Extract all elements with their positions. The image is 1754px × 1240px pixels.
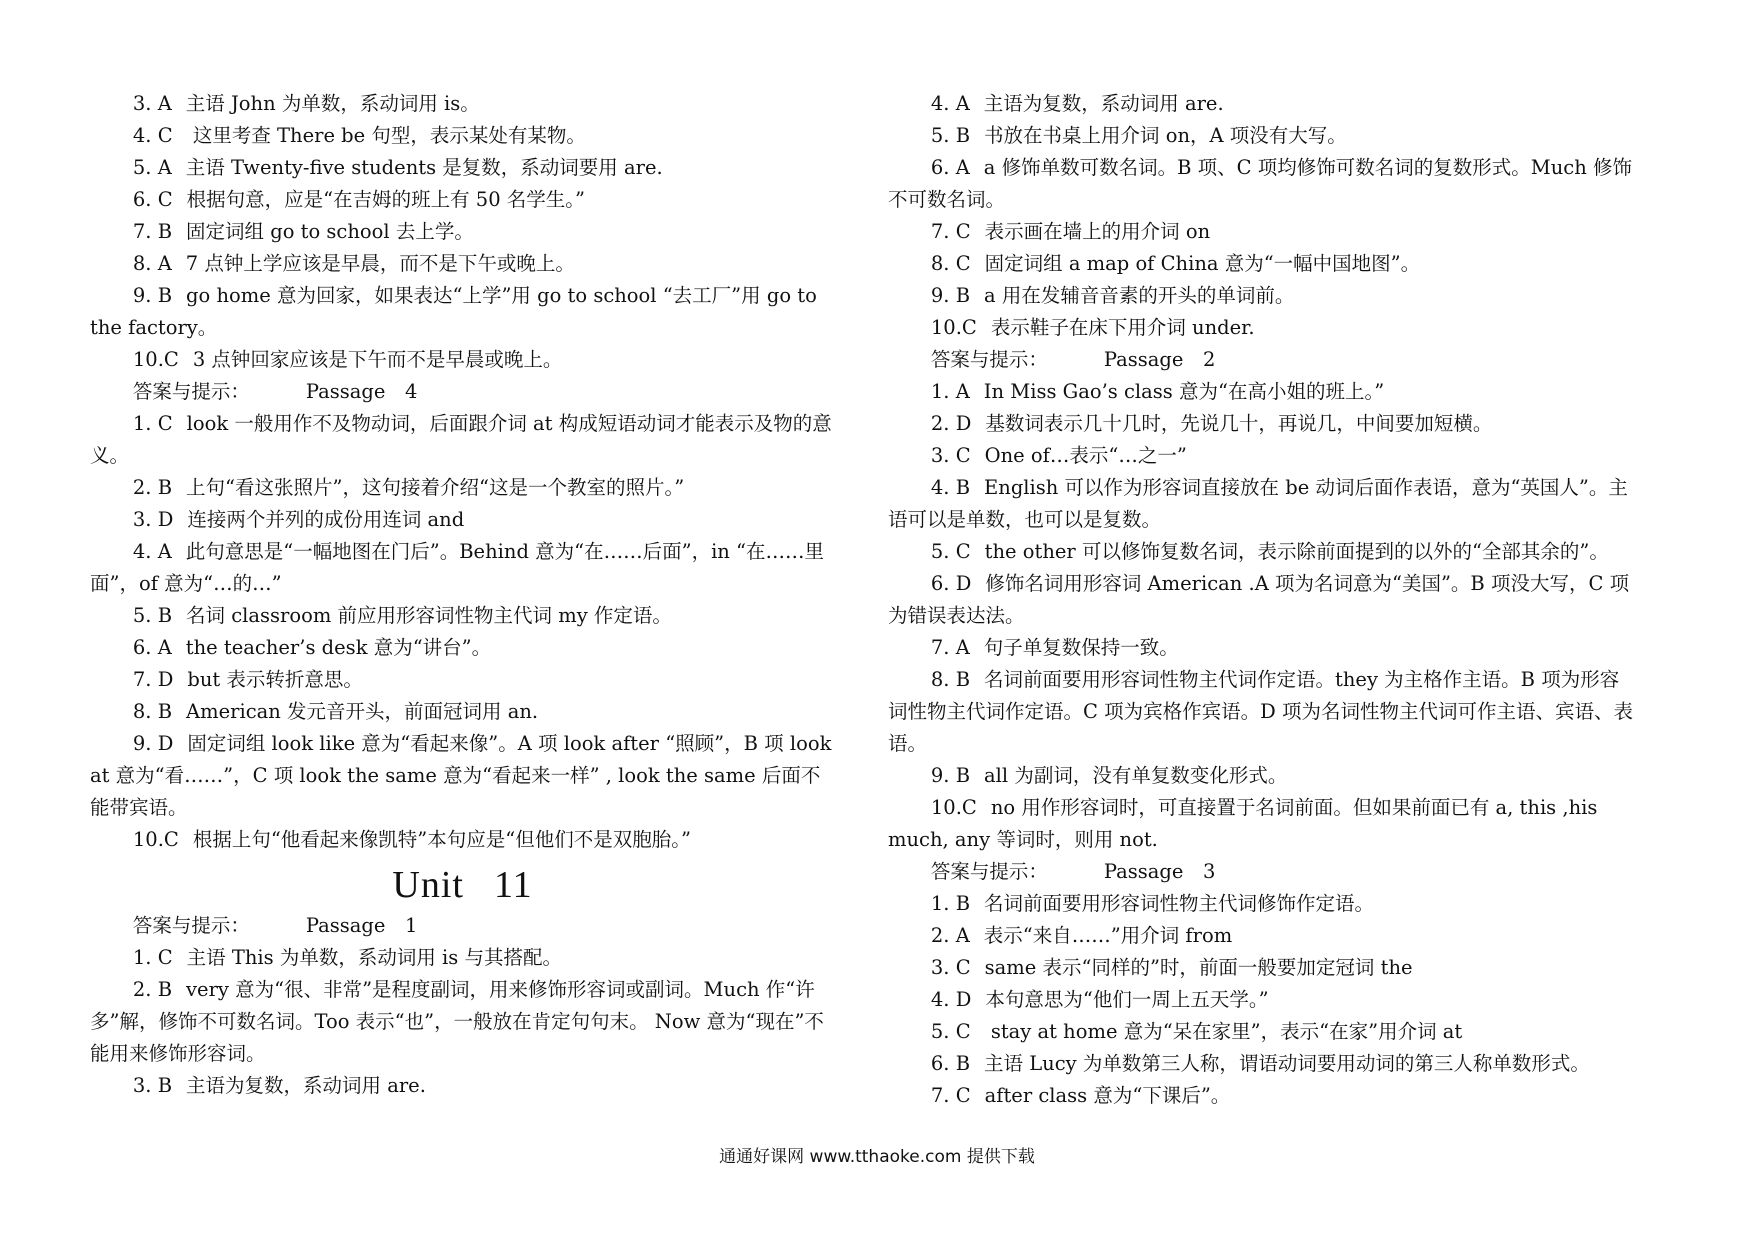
answer-number: 3. D (132, 508, 174, 531)
answer-explanation: a 修饰单数可数名词。B 项、C 项均修饰可数名词的复数形式。Much 修饰不可数名词。 (888, 156, 1632, 211)
passage-label: Passage 2 (1103, 348, 1216, 371)
answer-number: 1. A (930, 380, 970, 403)
answer-item (888, 1048, 1633, 1080)
answer-explanation: 连接两个并列的成份用连词 and (187, 508, 465, 531)
answer-explanation: 固定词组 a map of China 意为“一幅中国地图”。 (984, 252, 1421, 275)
heading-label: 答案与提示： (132, 380, 250, 403)
answer-explanation: 主语为复数，系动词用 are. (186, 1074, 426, 1097)
answer-explanation: 主语 This 为单数，系动词用 is 与其搭配。 (186, 946, 562, 969)
answer-item (90, 942, 835, 974)
answer-heading (888, 856, 1633, 888)
unit-title (90, 862, 835, 908)
answer-number: 5. B (132, 604, 173, 627)
answer-list (90, 942, 835, 1102)
passage-label: Passage 1 (305, 914, 418, 937)
answer-number: 9. B (930, 764, 971, 787)
answer-number: 5. C (930, 540, 971, 563)
answer-item (888, 472, 1633, 536)
answer-item (90, 632, 835, 664)
answer-number: 7. C (930, 220, 971, 243)
answer-item (90, 152, 835, 184)
answer-number: 9. D (132, 732, 174, 755)
answer-number: 6. B (930, 1052, 971, 1075)
answer-item (90, 504, 835, 536)
answer-explanation: no 用作形容词时，可直接置于名词前面。但如果前面已有 a, this ,his much, any 等词时，则用 not. (888, 796, 1598, 851)
answer-explanation: 本句意思为“他们一周上五天学。” (985, 988, 1269, 1011)
answer-number: 10.C (930, 316, 977, 339)
answer-explanation: 修饰名词用形容词 American .A 项为名词意为“美国”。B 项没大写，C 项为错误表达法。 (888, 572, 1630, 627)
answer-item (90, 824, 835, 856)
answer-item (888, 952, 1633, 984)
answer-explanation: but 表示转折意思。 (187, 668, 363, 691)
answer-number: 7. B (132, 220, 173, 243)
answer-item (90, 1070, 835, 1102)
answer-number: 8. B (132, 700, 173, 723)
answer-item (888, 568, 1633, 632)
answer-number: 8. B (930, 668, 971, 691)
answer-item (888, 88, 1633, 120)
answer-explanation: stay at home 意为“呆在家里”，表示“在家”用介词 at (984, 1020, 1463, 1043)
answer-item (90, 974, 835, 1070)
heading-label: 答案与提示： (930, 860, 1048, 883)
answer-explanation: 基数词表示几十几时，先说几十，再说几，中间要加短横。 (985, 412, 1493, 435)
answer-explanation: 此句意思是“一幅地图在门后”。Behind 意为“在……后面”，in “在……里面”，of 意为“…的…” (90, 540, 825, 595)
answer-list (888, 88, 1633, 344)
answer-item (888, 408, 1633, 440)
answer-list (90, 408, 835, 856)
answer-explanation: 表示“来自……”用介词 from (983, 924, 1233, 947)
answer-explanation: 表示画在墙上的用介词 on (984, 220, 1211, 243)
answer-number: 6. A (930, 156, 970, 179)
answer-number: 6. C (132, 188, 173, 211)
answer-explanation: 上句“看这张照片”，这句接着介绍“这是一个教室的照片。” (186, 476, 685, 499)
answer-item (888, 216, 1633, 248)
answer-number: 4. B (930, 476, 971, 499)
answer-item (90, 600, 835, 632)
answer-explanation: 句子单复数保持一致。 (983, 636, 1179, 659)
answer-explanation: the other 可以修饰复数名词，表示除前面提到的以外的“全部其余的”。 (984, 540, 1609, 563)
answer-number: 4. D (930, 988, 972, 1011)
answer-explanation: 表示鞋子在床下用介词 under. (990, 316, 1255, 339)
heading-label: 答案与提示： (930, 348, 1048, 371)
answer-number: 2. D (930, 412, 972, 435)
answer-number: 1. C (132, 412, 173, 435)
right-column (888, 88, 1633, 1112)
answer-number: 3. A (132, 92, 172, 115)
answer-item (90, 696, 835, 728)
answer-number: 7. D (132, 668, 174, 691)
answer-number: 1. B (930, 892, 971, 915)
answer-explanation: One of…表示“…之一” (984, 444, 1187, 467)
answer-item (90, 664, 835, 696)
answer-explanation: look 一般用作不及物动词，后面跟介词 at 构成短语动词才能表示及物的意义。 (90, 412, 832, 467)
answer-number: 6. D (930, 572, 972, 595)
answer-number: 7. A (930, 636, 970, 659)
answer-item (888, 920, 1633, 952)
answer-item (888, 1080, 1633, 1112)
page-footer: 通通好课网 www.tthaoke.com 提供下载 (719, 1147, 1035, 1167)
answer-explanation: 主语 Twenty-five students 是复数，系动词要用 are. (185, 156, 663, 179)
answer-list (888, 376, 1633, 856)
answer-item (90, 120, 835, 152)
answer-item (888, 760, 1633, 792)
answer-explanation: 根据上句“他看起来像凯特”本句应是“但他们不是双胞胎。” (192, 828, 691, 851)
answer-explanation: the teacher’s desk 意为“讲台”。 (185, 636, 492, 659)
answer-explanation: 主语 Lucy 为单数第三人称，谓语动词要用动词的第三人称单数形式。 (984, 1052, 1590, 1075)
answer-number: 4. C (132, 124, 173, 147)
answer-list (888, 888, 1633, 1112)
answer-item (90, 472, 835, 504)
answer-number: 9. B (930, 284, 971, 307)
answer-number: 3. B (132, 1074, 173, 1097)
answer-explanation: same 表示“同样的”时，前面一般要加定冠词 the (984, 956, 1413, 979)
answer-explanation: 这里考查 There be 句型，表示某处有某物。 (186, 124, 586, 147)
answer-explanation: English 可以作为形容词直接放在 be 动词后面作表语，意为“英国人”。主语可以是单数，也可以是复数。 (888, 476, 1628, 531)
answer-item (90, 184, 835, 216)
answer-item (888, 312, 1633, 344)
answer-number: 10.C (132, 348, 179, 371)
answer-explanation: 固定词组 look like 意为“看起来像”。A 项 look after “照顾”，B 项 look at 意为“看……”，C 项 look the same 意为“看起来一样” , look the same 后面不能带宾语。 (90, 732, 832, 819)
unit-word: Unit (392, 864, 464, 906)
answer-explanation: 根据句意，应是“在吉姆的班上有 50 名学生。” (186, 188, 586, 211)
left-column (90, 88, 835, 1102)
answer-explanation: 书放在书桌上用介词 on，A 项没有大写。 (984, 124, 1347, 147)
answer-explanation: In Miss Gao’s class 意为“在高小姐的班上。” (983, 380, 1385, 403)
answer-explanation: 主语 John 为单数，系动词用 is。 (185, 92, 480, 115)
passage-label: Passage 3 (1103, 860, 1216, 883)
answer-number: 7. C (930, 1084, 971, 1107)
answer-item (888, 248, 1633, 280)
answer-number: 2. B (132, 978, 173, 1001)
answer-explanation: 名词 classroom 前应用形容词性物主代词 my 作定语。 (186, 604, 672, 627)
answer-number: 10.C (930, 796, 977, 819)
answer-item (888, 280, 1633, 312)
answer-heading (90, 376, 835, 408)
answer-item (888, 1016, 1633, 1048)
answer-item (888, 792, 1633, 856)
answer-explanation: 主语为复数，系动词用 are. (983, 92, 1224, 115)
answer-explanation: go home 意为回家，如果表达“上学”用 go to school “去工厂”用 go to the factory。 (90, 284, 817, 339)
answer-number: 4. A (930, 92, 970, 115)
answer-number: 9. B (132, 284, 173, 307)
answer-item (888, 984, 1633, 1016)
answer-explanation: 名词前面要用形容词性物主代词修饰作定语。 (984, 892, 1375, 915)
answer-number: 6. A (132, 636, 172, 659)
answer-list (90, 88, 835, 376)
answer-item (90, 216, 835, 248)
passage-label: Passage 4 (305, 380, 418, 403)
answer-explanation: 3 点钟回家应该是下午而不是早晨或晚上。 (192, 348, 563, 371)
answer-item (888, 120, 1633, 152)
answer-number: 8. C (930, 252, 971, 275)
answer-item (90, 280, 835, 344)
answer-number: 5. B (930, 124, 971, 147)
answer-explanation: a 用在发辅音音素的开头的单词前。 (984, 284, 1295, 307)
answer-item (90, 728, 835, 824)
answer-explanation: very 意为“很、非常”是程度副词，用来修饰形容词或副词。Much 作“许多”解，修饰不可数名词。Too 表示“也”，一般放在肯定句句末。 Now 意为“现在”不能用来修饰形容词。 (90, 978, 824, 1065)
answer-number: 1. C (132, 946, 173, 969)
answer-explanation: 固定词组 go to school 去上学。 (186, 220, 474, 243)
heading-label: 答案与提示： (132, 914, 250, 937)
answer-number: 5. A (132, 156, 172, 179)
answer-heading (90, 910, 835, 942)
answer-explanation: 7 点钟上学应该是早晨，而不是下午或晚上。 (185, 252, 575, 275)
answer-item (90, 248, 835, 280)
answer-explanation: 名词前面要用形容词性物主代词作定语。they 为主格作主语。B 项为形容词性物主代词作定语。C 项为宾格作宾语。D 项为名词性物主代词可作主语、宾语、表语。 (888, 668, 1633, 755)
answer-number: 8. A (132, 252, 172, 275)
answer-number: 4. A (132, 540, 172, 563)
answer-explanation: American 发元音开头，前面冠词用 an. (186, 700, 539, 723)
answer-number: 2. A (930, 924, 970, 947)
answer-number: 10.C (132, 828, 179, 851)
answer-item (888, 664, 1633, 760)
answer-number: 2. B (132, 476, 173, 499)
answer-number: 3. C (930, 444, 971, 467)
answer-item (888, 376, 1633, 408)
answer-explanation: after class 意为“下课后”。 (984, 1084, 1231, 1107)
answer-item (888, 632, 1633, 664)
answer-explanation: all 为副词，没有单复数变化形式。 (984, 764, 1288, 787)
answer-number: 5. C (930, 1020, 971, 1043)
answer-item (888, 536, 1633, 568)
answer-item (888, 152, 1633, 216)
answer-item (888, 440, 1633, 472)
answer-item (888, 888, 1633, 920)
answer-item (90, 88, 835, 120)
answer-item (90, 536, 835, 600)
answer-item (90, 408, 835, 472)
unit-number: 11 (493, 864, 533, 906)
answer-item (90, 344, 835, 376)
answer-heading (888, 344, 1633, 376)
answer-number: 3. C (930, 956, 971, 979)
